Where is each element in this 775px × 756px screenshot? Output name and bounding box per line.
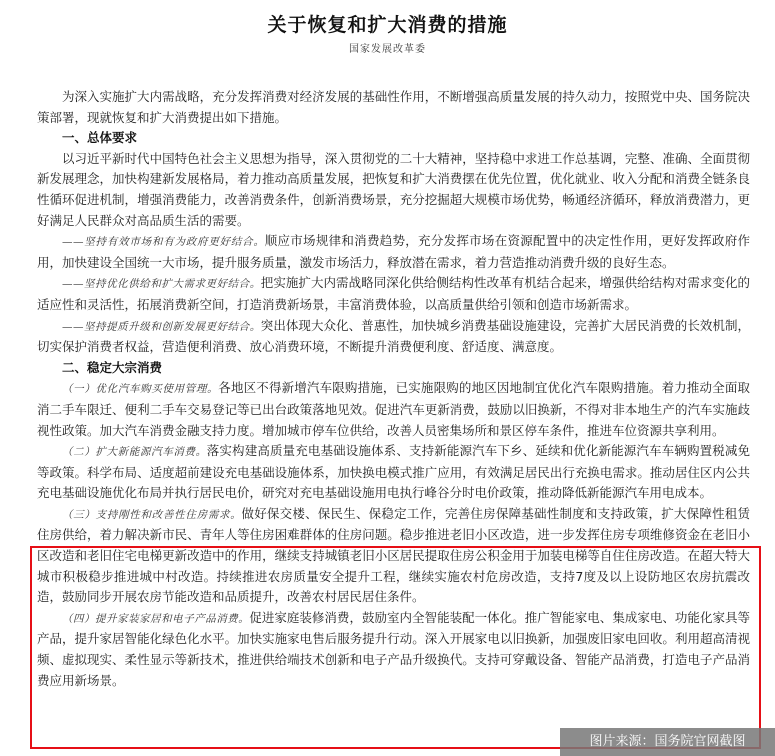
paragraph [37, 504, 750, 608]
paragraph-text: 做好保交楼、保民生、保稳定工作，完善住房保障基础性制度和支持政策，扩大保障性租赁住房供给，着力解决新市民、青年人等住房困难群体的住房问题。稳步推进老旧小区改造，进一步发挥住房专项维修资金在老旧小区改造和老旧住宅电梯更新改造中的作用，继续支持城镇老旧小区居民提取住房公积金用于加装电梯等自住住房改造。在超大特大城市积极稳步推进城中村改造。持续推进农房质量安全提升工程，继续实施农村危房改造，支持7度及以上设防地区农房抗震改造，鼓励同步开展农房节能改造和品质提升，改善农村居民居住条件。 [37, 505, 750, 605]
paragraph [37, 608, 750, 691]
document-author: 国家发展改革委 [349, 44, 426, 55]
paragraph [37, 273, 750, 315]
paragraph: 以习近平新时代中国特色社会主义思想为指导，深入贯彻党的二十大精神，坚持稳中求进工作总基调，完整、准确、全面贯彻新发展理念，加快构建新发展格局，着力推动高质量发展，把恢复和扩大消费摆在优先位置，优化就业、收入分配和消费全链条良性循环促进机制，增强消费能力，改善消费条件，创新消费场景，充分挖掘超大规模市场优势，畅通经济循环，释放消费潜力，更好满足人民群众对高品质生活的需要。 [37, 150, 750, 228]
section-heading: 二、稳定大宗消费 [62, 359, 163, 375]
paragraph-lead: （三）支持刚性和改善性住房需求。 [62, 508, 242, 521]
paragraph-lead: ——坚持优化供给和扩大需求更好结合。 [62, 278, 261, 291]
paragraph [37, 316, 750, 358]
paragraph-text: 把实施扩大内需战略同深化供给侧结构性改革有机结合起来，增强供给结构对需求变化的适应性和灵活性，拓展消费新空间，打造消费新场景，丰富消费体验，以高质量供给引领和创造市场新需求。 [37, 275, 750, 312]
paragraph-lead: （二）扩大新能源汽车消费。 [62, 446, 207, 459]
document-title: 关于恢复和扩大消费的措施 [267, 14, 508, 36]
section-heading: 一、总体要求 [62, 130, 138, 146]
paragraph-lead: ——坚持有效市场和有为政府更好结合。 [62, 236, 265, 249]
paragraph-text: 落实构建高质量充电基础设施体系、支持新能源汽车下乡、延续和优化新能源汽车车辆购置税减免等政策。科学布局、适度超前建设充电基础设施体系，加快换电模式推广应用，有效满足居民出行充换电需求。推动居住区内公共充电基础设施优化布局并执行居民电价，研究对充电基础设施用电执行峰谷分时电价政策，推动降低新能源汽车用电成本。 [37, 443, 750, 501]
document-body [37, 87, 750, 691]
paragraph-text: 促进家庭装修消费，鼓励室内全智能装配一体化。推广智能家电、集成家电、功能化家具等产品，提升家居智能化绿色化水平。加快实施家电售后服务提升行动。深入开展家电以旧换新，加强废旧家电回收。利用超高清视频、虚拟现实、柔性显示等新技术，推进供给端技术创新和电子产品升级换代。支持可穿戴设备、智能产品消费，打造电子产品消费应用新场景。 [37, 609, 750, 688]
paragraph-text: 突出体现大众化、普惠性，加快城乡消费基础设施建设，完善扩大居民消费的长效机制，切实保护消费者权益，营造便利消费、放心消费环境，不断提升消费便利度、舒适度、满意度。 [37, 317, 750, 355]
image-source-caption: 图片来源：国务院官网截图 [560, 728, 775, 756]
paragraph-lead: （四）提升家装家居和电子产品消费。 [62, 612, 250, 625]
paragraph [37, 378, 750, 441]
paragraph [37, 231, 750, 273]
paragraph-text: 各地区不得新增汽车限购措施，已实施限购的地区因地制宜优化汽车限购措施。着力推动全面取消二手车限迁、便利二手车交易登记等已出台政策落地见效。促进汽车更新消费，鼓励以旧换新，不得对非本地生产的汽车实施歧视性政策。加大汽车消费金融支持力度。增加城市停车位供给，改善人员密集场所和景区停车条件，推进车位资源共享利用。 [37, 380, 750, 438]
paragraph-text: 顺应市场规律和消费趋势，充分发挥市场在资源配置中的决定性作用，更好发挥政府作用，加快建设全国统一大市场，提升服务质量，激发市场活力，释放潜在需求，着力营造推动消费升级的良好生态。 [37, 233, 750, 270]
paragraph [37, 441, 750, 504]
paragraph-lead: （一）优化汽车购买使用管理。 [62, 383, 219, 396]
paragraph-lead: ——坚持提质升级和创新发展更好结合。 [62, 320, 261, 333]
paragraph: 为深入实施扩大内需战略，充分发挥消费对经济发展的基础性作用，不断增强高质量发展的持久动力，按照党中央、国务院决策部署，现就恢复和扩大消费提出如下措施。 [37, 89, 750, 125]
